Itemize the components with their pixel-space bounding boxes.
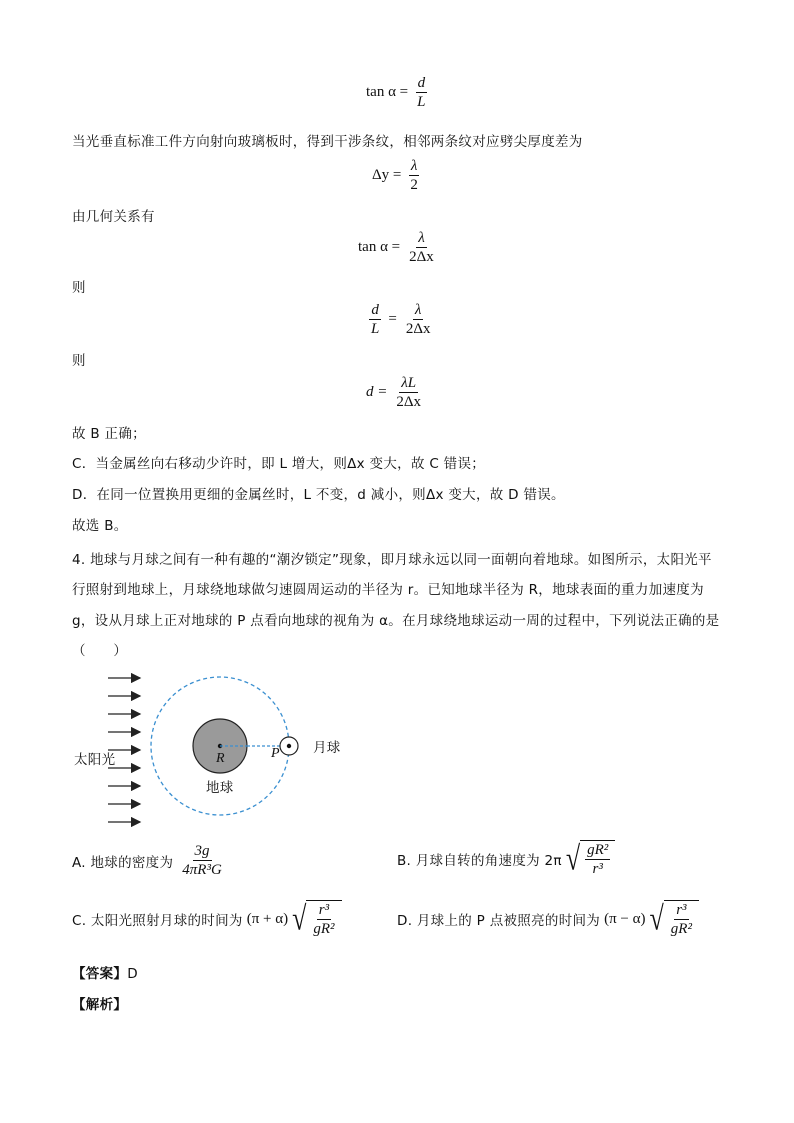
- option-b-denominator: r³: [592, 861, 603, 877]
- paragraph-option-d: D．在同一位置换用更细的金属丝时，L 不变，d 减小，则Δx 变大，故 D 错误。: [72, 487, 565, 503]
- eq4-left-fraction: [369, 301, 381, 338]
- option-d-factor: (π − α): [604, 910, 646, 927]
- eq1-denominator: L: [417, 94, 426, 110]
- option-b-numerator: gR²: [587, 842, 609, 858]
- eq4-left-numerator: d: [371, 302, 379, 318]
- eq2-lhs: Δy =: [372, 167, 402, 183]
- eq5-numerator: λL: [401, 375, 417, 391]
- equation-d-over-l: [366, 301, 435, 338]
- option-b-sqrt: √ $\frac{\text{gR²}}{\text{r³}}$: [566, 840, 615, 878]
- eq1-numerator: d: [417, 75, 426, 91]
- paragraph-then-2: 则: [72, 353, 86, 369]
- option-c-sqrt: √ $\frac{\text{r³}}{\text{gR²}}$: [292, 900, 341, 938]
- option-b-text: B. 月球自转的角速度为 2π: [397, 853, 562, 869]
- eq1-fraction: [415, 74, 427, 111]
- eq4-right-denominator: 2Δx: [405, 321, 431, 337]
- paragraph-light-interference: 当光垂直标准工件方向射向玻璃板时，得到干涉条纹，相邻两条纹对应劈尖厚度差为: [72, 134, 583, 150]
- answer-value: D: [127, 966, 138, 982]
- question4-line2: 行照射到地球上，月球绕地球做匀速圆周运动的半径为 r。已知地球半径为 R，地球表面的重力加速度为: [72, 582, 704, 598]
- answer-line: [72, 962, 138, 982]
- option-a-text: A. 地球的密度为: [72, 854, 174, 871]
- question4-line1: 4. 地球与月球之间有一种有趣的“潮汐锁定”现象，即月球永远以同一面朝向着地球。如图所示，太阳光平: [72, 552, 712, 568]
- figure-label-radius: R: [216, 751, 225, 766]
- option-a-fraction: [180, 842, 224, 879]
- question4-line3: g，设从月球上正对地球的 P 点看向地球的视角为 α。在月球绕地球运动一周的过程中，下列说法正确的是: [72, 613, 720, 629]
- option-d-sqrt: √ $\frac{\text{r³}}{\text{gR²}}$: [650, 900, 699, 938]
- paragraph-choose-b: 故选 B。: [72, 518, 128, 534]
- eq4-equals: =: [388, 311, 397, 327]
- option-a-numerator: 3g: [194, 843, 210, 859]
- option-c-text: C. 太阳光照射月球的时间为: [72, 913, 243, 929]
- paragraph-option-c: C．当金属丝向右移动少许时，即 L 增大，则Δx 变大，故 C 错误；: [72, 456, 486, 472]
- figure-label-earth: 地球: [206, 780, 234, 796]
- equation-delta-y: [372, 157, 423, 194]
- eq3-numerator: λ: [418, 230, 425, 246]
- question4-line4: （ ）: [72, 643, 128, 659]
- option-c[interactable]: [72, 900, 342, 938]
- paragraph-then-1: 则: [72, 280, 86, 296]
- eq5-lhs: d =: [366, 384, 388, 400]
- analysis-label: 【解析】: [72, 997, 128, 1013]
- eq5-denominator: 2Δx: [396, 394, 422, 410]
- option-b-fraction: [585, 841, 610, 878]
- option-b[interactable]: [397, 840, 615, 878]
- option-a-denominator: 4πR³G: [182, 862, 222, 878]
- eq1-lhs: tan α =: [366, 84, 409, 100]
- equation-d-result: [366, 374, 426, 411]
- paragraph-geometry: 由几何关系有: [72, 209, 155, 225]
- eq4-right-fraction: [404, 301, 433, 338]
- eq3-lhs: tan α =: [358, 239, 401, 255]
- eq4-left-denominator: L: [371, 321, 380, 337]
- eq2-fraction: [408, 157, 420, 194]
- equation-tan-alpha-lambda: [358, 229, 439, 266]
- answer-label: 【答案】: [72, 966, 128, 982]
- eq2-denominator: 2: [410, 177, 418, 193]
- eq5-fraction: [394, 374, 423, 411]
- eq3-denominator: 2Δx: [409, 249, 434, 265]
- option-d-fraction: [669, 901, 694, 938]
- figure-label-point-p: P: [271, 746, 280, 761]
- option-d-denominator: gR²: [670, 921, 692, 937]
- figure-label-sunlight: 太阳光: [74, 752, 116, 768]
- option-c-numerator: r³: [318, 902, 330, 918]
- eq2-numerator: λ: [410, 158, 418, 174]
- option-d[interactable]: [397, 900, 699, 938]
- eq4-right-numerator: λ: [414, 302, 422, 318]
- figure-label-moon: 月球: [313, 740, 341, 756]
- eq3-fraction: [407, 229, 436, 266]
- option-c-factor: (π + α): [246, 910, 289, 927]
- paragraph-b-correct: 故 B 正确；: [72, 426, 146, 442]
- option-d-numerator: r³: [676, 902, 687, 918]
- moon-center: [287, 744, 291, 748]
- option-c-fraction: [311, 901, 336, 938]
- option-d-text: D. 月球上的 P 点被照亮的时间为: [397, 913, 601, 929]
- option-c-denominator: gR²: [313, 921, 335, 937]
- equation-tan-alpha-d-over-l: [366, 74, 431, 111]
- option-a[interactable]: [72, 842, 227, 879]
